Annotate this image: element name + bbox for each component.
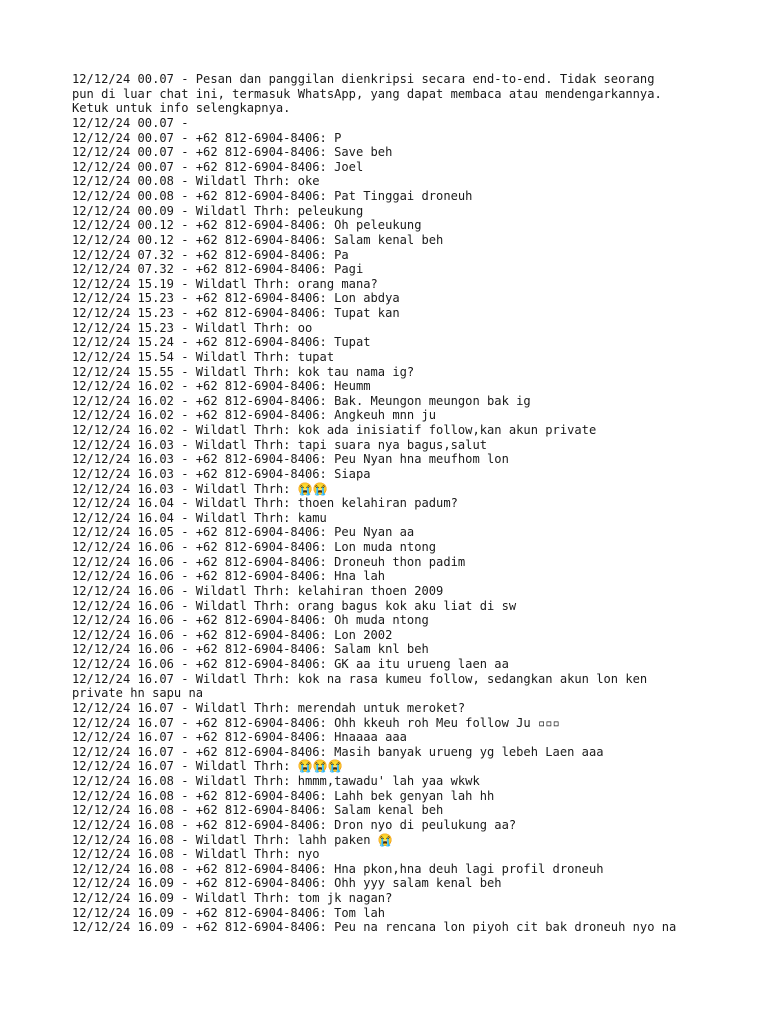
chat-line: 12/12/24 16.09 - +62 812-6904-8406: Ohh yyy salam kenal beh [72, 876, 502, 891]
chat-line: 12/12/24 16.07 - +62 812-6904-8406: Ohh kkeuh roh Meu follow Ju ▫▫▫ [72, 715, 560, 730]
chat-line: 12/12/24 00.12 - +62 812-6904-8406: Salam kenal beh [72, 232, 444, 247]
chat-line: 12/12/24 16.07 - Wildatl Thrh: merendah untuk meroket? [72, 700, 466, 715]
chat-line: 12/12/24 15.23 - Wildatl Thrh: oo [72, 320, 313, 335]
chat-line: Ketuk untuk info selengkapnya. [72, 101, 291, 116]
chat-line: 12/12/24 16.06 - +62 812-6904-8406: Droneuh thon padim [72, 554, 466, 569]
chat-line: 12/12/24 00.12 - +62 812-6904-8406: Oh peleukung [72, 218, 422, 233]
chat-line: 12/12/24 16.08 - Wildatl Thrh: hmmm,tawadu' lah yaa wkwk [72, 774, 480, 788]
chat-line: 12/12/24 15.24 - +62 812-6904-8406: Tupat [72, 335, 371, 350]
chat-line: 12/12/24 16.06 - +62 812-6904-8406: Salam knl beh [72, 642, 429, 657]
chat-line: 12/12/24 16.06 - +62 812-6904-8406: Oh muda ntong [72, 613, 429, 628]
chat-line: 12/12/24 16.02 - +62 812-6904-8406: Heumm [72, 379, 371, 394]
chat-line: 12/12/24 16.08 - Wildatl Thrh: nyo [72, 847, 320, 862]
chat-line: 12/12/24 16.03 - +62 812-6904-8406: Siapa [72, 466, 371, 481]
chat-line: 12/12/24 16.08 - +62 812-6904-8406: Dron nyo di peulukung aa? [72, 817, 517, 832]
chat-line: 12/12/24 16.08 - +62 812-6904-8406: Hna pkon,hna deuh lagi profil droneuh [72, 861, 604, 876]
chat-line: 12/12/24 16.09 - +62 812-6904-8406: Peu na rencana lon piyoh cit bak droneuh nyo na [72, 920, 677, 935]
chat-line: 12/12/24 16.07 - +62 812-6904-8406: Masih banyak urueng yg lebeh Laen aaa [72, 744, 604, 759]
chat-line: 12/12/24 15.23 - +62 812-6904-8406: Lon abdya [72, 291, 400, 306]
chat-line: 12/12/24 00.07 - +62 812-6904-8406: Joel [72, 159, 364, 174]
chat-line: 12/12/24 16.06 - +62 812-6904-8406: Lon 2002 [72, 627, 393, 642]
chat-line: 12/12/24 16.06 - Wildatl Thrh: kelahiran thoen 2009 [72, 583, 444, 598]
chat-line: 12/12/24 16.02 - Wildatl Thrh: kok ada inisiatif follow,kan akun private [72, 423, 597, 437]
chat-line: 12/12/24 16.03 - Wildatl Thrh: tapi suara nya bagus,salut [72, 437, 488, 452]
chat-line: 12/12/24 16.06 - +62 812-6904-8406: GK aa itu urueng laen aa [72, 657, 509, 671]
chat-line: 12/12/24 00.07 - +62 812-6904-8406: Save beh [72, 145, 393, 160]
chat-line: 12/12/24 00.09 - Wildatl Thrh: peleukung [72, 203, 364, 218]
chat-line: 12/12/24 15.54 - Wildatl Thrh: tupat [72, 349, 335, 364]
chat-line: 12/12/24 16.06 - Wildatl Thrh: orang bagus kok aku liat di sw [72, 598, 517, 613]
chat-line: 12/12/24 15.23 - +62 812-6904-8406: Tupat kan [72, 306, 400, 320]
chat-line: 12/12/24 16.06 - +62 812-6904-8406: Hna lah [72, 569, 386, 584]
chat-line: 12/12/24 16.03 - +62 812-6904-8406: Peu Nyan hna meufhom lon [72, 452, 509, 467]
chat-line: 12/12/24 16.09 - Wildatl Thrh: tom jk nagan? [72, 891, 393, 905]
chat-line: 12/12/24 16.09 - +62 812-6904-8406: Tom lah [72, 905, 386, 920]
chat-line: 12/12/24 16.04 - Wildatl Thrh: kamu [72, 510, 327, 525]
chat-line: 12/12/24 00.07 - [72, 115, 189, 130]
chat-line: 12/12/24 16.08 - Wildatl Thrh: lahh paken 😭 [72, 832, 393, 847]
chat-line: 12/12/24 00.08 - Wildatl Thrh: oke [72, 174, 320, 189]
chat-line: private hn sapu na [72, 686, 204, 701]
chat-line: 12/12/24 16.04 - Wildatl Thrh: thoen kelahiran padum? [72, 496, 458, 511]
chat-line: 12/12/24 00.08 - +62 812-6904-8406: Pat Tinggai droneuh [72, 189, 473, 203]
chat-line: 12/12/24 16.07 - Wildatl Thrh: kok na rasa kumeu follow, sedangkan akun lon ken [72, 671, 648, 686]
chat-line: 12/12/24 16.08 - +62 812-6904-8406: Lahh bek genyan lah hh [72, 788, 495, 803]
chat-line: 12/12/24 00.07 - +62 812-6904-8406: P [72, 130, 342, 145]
chat-line: 12/12/24 00.07 - Pesan dan panggilan dienkripsi secara end-to-end. Tidak seorang [72, 72, 655, 86]
chat-line: pun di luar chat ini, termasuk WhatsApp, yang dapat membaca atau mendengarkannya. [72, 86, 662, 101]
chat-line: 12/12/24 16.08 - +62 812-6904-8406: Salam kenal beh [72, 803, 444, 818]
chat-line: 12/12/24 15.19 - Wildatl Thrh: orang mana? [72, 276, 378, 291]
chat-line: 12/12/24 16.03 - Wildatl Thrh: 😭😭 [72, 481, 328, 496]
chat-line: 12/12/24 07.32 - +62 812-6904-8406: Pagi [72, 262, 364, 277]
chat-line: 12/12/24 16.06 - +62 812-6904-8406: Lon muda ntong [72, 540, 437, 554]
chat-line: 12/12/24 16.02 - +62 812-6904-8406: Bak. Meungon meungon bak ig [72, 393, 531, 408]
chat-line: 12/12/24 16.02 - +62 812-6904-8406: Angkeuh mnn ju [72, 408, 437, 423]
chat-line: 12/12/24 07.32 - +62 812-6904-8406: Pa [72, 247, 349, 262]
chat-export-page [72, 72, 722, 935]
chat-line: 12/12/24 16.07 - +62 812-6904-8406: Hnaaaa aaa [72, 730, 407, 745]
chat-line: 12/12/24 16.07 - Wildatl Thrh: 😭😭😭 [72, 759, 343, 774]
chat-line: 12/12/24 16.05 - +62 812-6904-8406: Peu Nyan aa [72, 525, 415, 540]
chat-line: 12/12/24 15.55 - Wildatl Thrh: kok tau nama ig? [72, 364, 415, 379]
